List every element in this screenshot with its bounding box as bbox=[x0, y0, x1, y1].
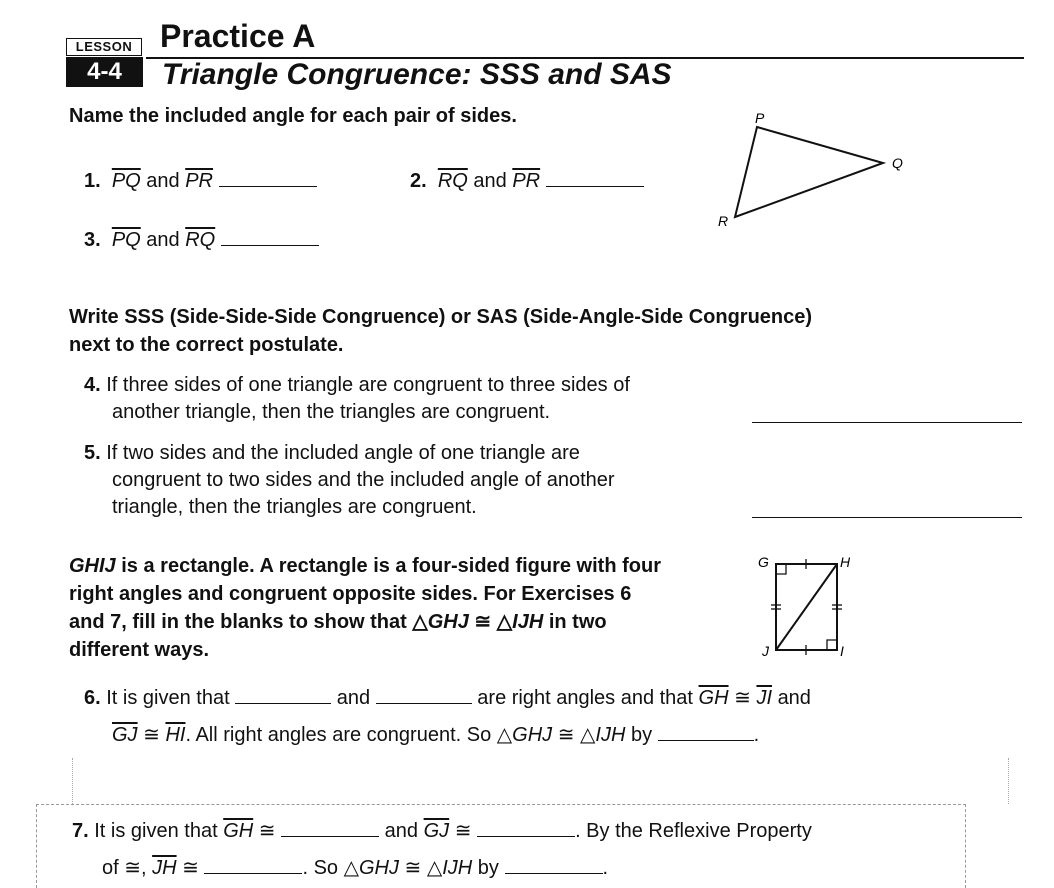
question-number: 4. bbox=[84, 374, 101, 396]
segment: $\overline{RQ}$ bbox=[185, 229, 216, 251]
question-5-line2: congruent to two sides and the included angle of another bbox=[112, 469, 615, 491]
question-text: If three sides of one triangle are congruent to three sides of bbox=[106, 374, 630, 396]
question-text: . So △ bbox=[302, 857, 359, 879]
vertex-label-p: P bbox=[755, 110, 765, 126]
page-subtitle: Triangle Congruence: SSS and SAS bbox=[162, 58, 672, 91]
answer-blank-7a[interactable] bbox=[281, 818, 379, 837]
lesson-label: LESSON bbox=[66, 38, 142, 56]
segment: $\overline{JI}$ bbox=[756, 687, 772, 709]
frame-guide bbox=[1008, 758, 1009, 804]
congruent-symbol: ≅ bbox=[734, 687, 751, 709]
question-number: 7. bbox=[72, 820, 89, 842]
question-2 bbox=[410, 168, 644, 195]
conjunction: and bbox=[146, 229, 180, 251]
triangle-name: IJH bbox=[442, 857, 473, 879]
triangle-pqr bbox=[735, 127, 883, 217]
intro-text: in two bbox=[543, 611, 607, 633]
question-text: ≅ △ bbox=[398, 857, 443, 879]
segment: $\overline{GH}$ bbox=[698, 687, 729, 709]
vertex-label-i: I bbox=[840, 643, 844, 659]
question-number: 2. bbox=[410, 170, 427, 192]
section3-intro-line1 bbox=[69, 552, 661, 580]
congruent-symbol: ≅ bbox=[454, 820, 472, 842]
congruent-symbol: ≅ bbox=[182, 857, 199, 879]
segment: $\overline{HI}$ bbox=[165, 724, 186, 746]
section3-intro-line4: different ways. bbox=[69, 639, 210, 661]
answer-blank-2[interactable] bbox=[546, 168, 644, 187]
triangle-pqr-figure bbox=[700, 105, 920, 235]
conjunction: and bbox=[473, 170, 507, 192]
question-1 bbox=[84, 168, 317, 195]
section2-instruction-line2: next to the correct postulate. bbox=[69, 334, 344, 356]
section1-instruction: Name the included angle for each pair of sides. bbox=[69, 105, 517, 127]
question-6-line2 bbox=[112, 722, 759, 749]
intro-text: and 7, fill in the blanks to show that △ bbox=[69, 611, 428, 633]
conjunction: and bbox=[146, 170, 180, 192]
segment: $\overline{PQ}$ bbox=[111, 229, 141, 251]
congruent-symbol: ≅ bbox=[143, 724, 160, 746]
question-number: 3. bbox=[84, 229, 101, 251]
rectangle-ghij-figure bbox=[750, 550, 860, 660]
vertex-label-q: Q bbox=[892, 155, 903, 171]
diagonal-jh bbox=[776, 564, 837, 650]
section2-instruction-line1: Write SSS (Side-Side-Side Congruence) or SAS (Side-Angle-Side Congruence) bbox=[69, 306, 813, 328]
answer-blank-6a[interactable] bbox=[235, 685, 331, 704]
question-text: and bbox=[777, 687, 811, 709]
triangle-name: GHJ bbox=[358, 857, 399, 879]
answer-blank-7b[interactable] bbox=[477, 818, 575, 837]
triangle-name: IJH bbox=[595, 724, 626, 746]
question-5-line1 bbox=[84, 440, 580, 467]
question-text: . bbox=[753, 724, 760, 746]
question-text: It is given that bbox=[94, 820, 218, 842]
question-text: by bbox=[472, 857, 499, 879]
segment: $\overline{GH}$ bbox=[223, 820, 254, 842]
question-3 bbox=[84, 227, 319, 254]
question-text: and bbox=[384, 820, 419, 842]
triangle-name: GHJ bbox=[512, 724, 553, 746]
answer-line-4[interactable] bbox=[752, 422, 1022, 423]
rectangle-name: GHIJ bbox=[69, 555, 116, 577]
question-4-line1 bbox=[84, 372, 630, 399]
vertex-label-g: G bbox=[758, 554, 769, 570]
segment: $\overline{GJ}$ bbox=[423, 820, 450, 842]
triangle-name: IJH bbox=[512, 611, 544, 633]
answer-blank-6c[interactable] bbox=[658, 722, 754, 741]
segment: $\overline{PR}$ bbox=[185, 170, 214, 192]
question-6-line1 bbox=[84, 685, 811, 712]
question-7-line1 bbox=[72, 818, 812, 845]
segment: $\overline{GJ}$ bbox=[112, 724, 138, 746]
page-title: Practice A bbox=[160, 18, 316, 54]
answer-blank-6b[interactable] bbox=[376, 685, 472, 704]
question-text: and bbox=[336, 687, 371, 709]
question-text: ≅ △ bbox=[552, 724, 596, 746]
question-text: . By the Reflexive Property bbox=[575, 820, 812, 842]
vertex-label-h: H bbox=[840, 554, 851, 570]
answer-blank-7d[interactable] bbox=[505, 855, 603, 874]
answer-blank-7c[interactable] bbox=[204, 855, 302, 874]
answer-blank-3[interactable] bbox=[221, 227, 319, 246]
question-number: 1. bbox=[84, 170, 101, 192]
question-4-line2: another triangle, then the triangles are congruent. bbox=[112, 401, 551, 423]
answer-line-5[interactable] bbox=[752, 517, 1022, 518]
answer-blank-1[interactable] bbox=[219, 168, 317, 187]
intro-text: is a rectangle. A rectangle is a four-sided figure with four bbox=[115, 555, 661, 577]
section3-intro-line3 bbox=[69, 608, 607, 636]
triangle-name: GHJ bbox=[427, 611, 469, 633]
question-number: 6. bbox=[84, 687, 101, 709]
question-text: . bbox=[602, 857, 609, 879]
question-text: . All right angles are congruent. So △ bbox=[185, 724, 513, 746]
section3-intro-line2: right angles and congruent opposite sides. For Exercises 6 bbox=[69, 583, 632, 605]
question-text: of ≅, bbox=[102, 857, 147, 879]
frame-guide bbox=[72, 758, 73, 804]
intro-text: ≅ △ bbox=[468, 611, 513, 633]
vertex-label-j: J bbox=[762, 643, 769, 659]
right-angle-mark-i bbox=[827, 640, 837, 650]
congruent-symbol: ≅ bbox=[258, 820, 276, 842]
segment: $\overline{PQ}$ bbox=[111, 170, 141, 192]
question-text: It is given that bbox=[106, 687, 230, 709]
question-7-line2 bbox=[102, 855, 608, 882]
right-angle-mark-g bbox=[776, 564, 786, 574]
segment: $\overline{RQ}$ bbox=[437, 170, 468, 192]
question-text: are right angles and that bbox=[477, 687, 693, 709]
segment: $\overline{JH}$ bbox=[152, 857, 177, 879]
segment: $\overline{PR}$ bbox=[512, 170, 541, 192]
question-number: 5. bbox=[84, 442, 101, 464]
question-5-line3: triangle, then the triangles are congruent. bbox=[112, 496, 477, 518]
question-text: by bbox=[625, 724, 653, 746]
lesson-number: 4-4 bbox=[66, 57, 143, 87]
vertex-label-r: R bbox=[718, 213, 729, 229]
question-text: If two sides and the included angle of one triangle are bbox=[106, 442, 580, 464]
